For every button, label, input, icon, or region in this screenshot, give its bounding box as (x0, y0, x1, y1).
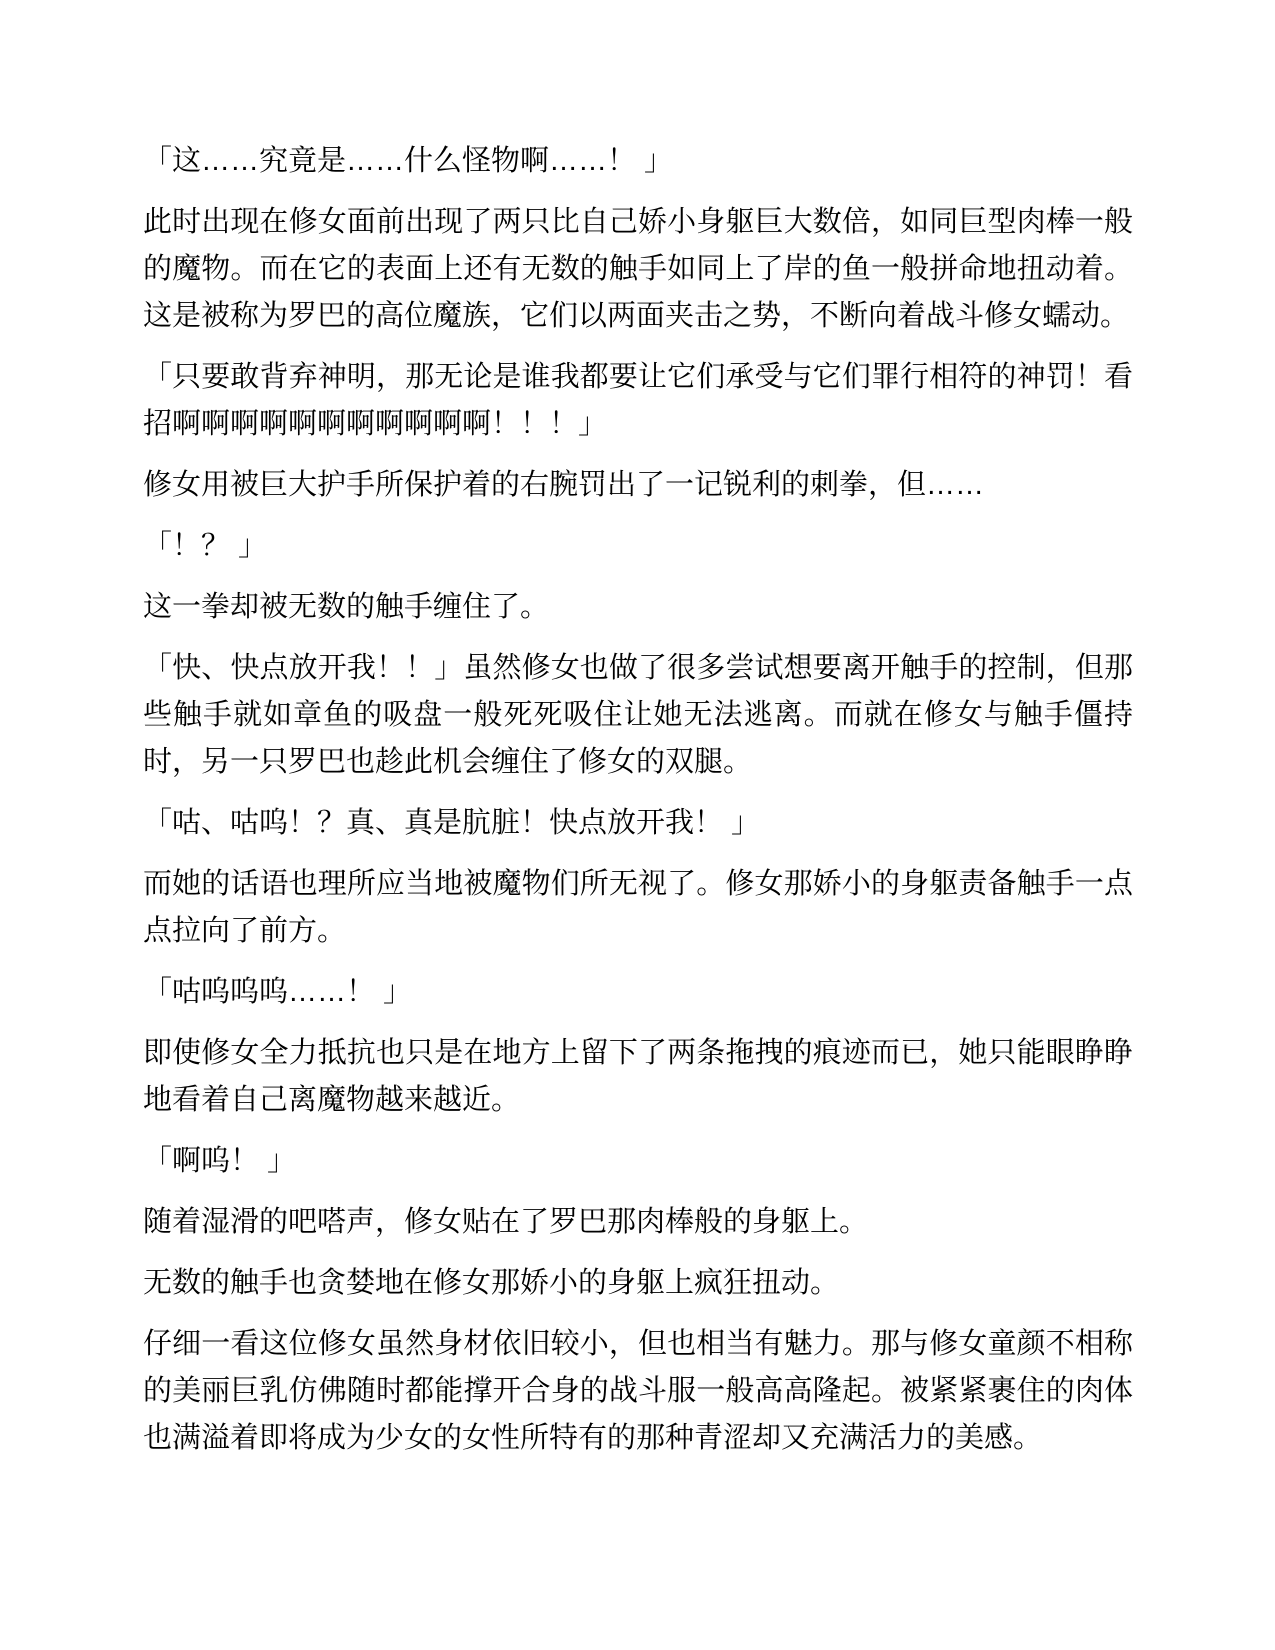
paragraph-dialogue-1: 「这……究竟是……什么怪物啊……！ 」 (143, 145, 674, 177)
paragraph-dialogue-7: 「啊呜！ 」 (143, 1145, 297, 1177)
paragraph-dialogue-5: 「咕、咕呜！？真、真是肮脏！快点放开我！ 」 (143, 807, 761, 839)
paragraph-narration-5: 即使修女全力抵抗也只是在地方上留下了两条拖拽的痕迹而已，她只能眼睁睁地看着自己离魔物越来越近。 (143, 1037, 1133, 1116)
paragraph-dialogue-4: 「快、快点放开我！！」虽然修女也做了很多尝试想要离开触手的控制，但那些触手就如章鱼的吸盘一般死死吸住让她无法逃离。而就在修女与触手僵持时，另一只罗巴也趁此机会缠住了修女的双腿。 (143, 652, 1133, 778)
paragraph-narration-8: 仔细一看这位修女虽然身材依旧较小，但也相当有魅力。那与修女童颜不相称的美丽巨乳仿佛随时都能撑开合身的战斗服一般高高隆起。被紧紧裹住的肉体也满溢着即将成为少女的女性所特有的那种青涩却又充满活力的美感。 (143, 1328, 1133, 1454)
paragraph-narration-6: 随着湿滑的吧嗒声，修女贴在了罗巴那肉棒般的身躯上。 (143, 1206, 869, 1238)
paragraph-narration-4: 而她的话语也理所应当地被魔物们所无视了。修女那娇小的身躯责备触手一点点拉向了前方。 (143, 868, 1133, 947)
paragraph-narration-3: 这一拳却被无数的触手缠住了。 (143, 591, 550, 623)
paragraph-narration-2: 修女用被巨大护手所保护着的右腕罚出了一记锐利的刺拳，但…… (143, 469, 985, 501)
paragraph-dialogue-6: 「咕呜呜呜……！ 」 (143, 976, 413, 1008)
paragraph-narration-1: 此时出现在修女面前出现了两只比自己娇小身躯巨大数倍，如同巨型肉棒一般的魔物。而在它的表面上还有无数的触手如同上了岸的鱼一般拼命地扭动着。这是被称为罗巴的高位魔族，它们以两面夹击之势，不断向着战斗修女蠕动。 (143, 206, 1133, 332)
paragraph-dialogue-2: 「只要敢背弃神明，那无论是谁我都要让它们承受与它们罪行相符的神罚！看招啊啊啊啊啊啊啊啊啊啊啊！！！」 (143, 361, 1133, 440)
paragraph-dialogue-3: 「！？ 」 (143, 530, 268, 562)
paragraph-narration-7: 无数的触手也贪婪地在修女那娇小的身躯上疯狂扭动。 (143, 1267, 840, 1299)
document-content (143, 138, 1133, 1462)
